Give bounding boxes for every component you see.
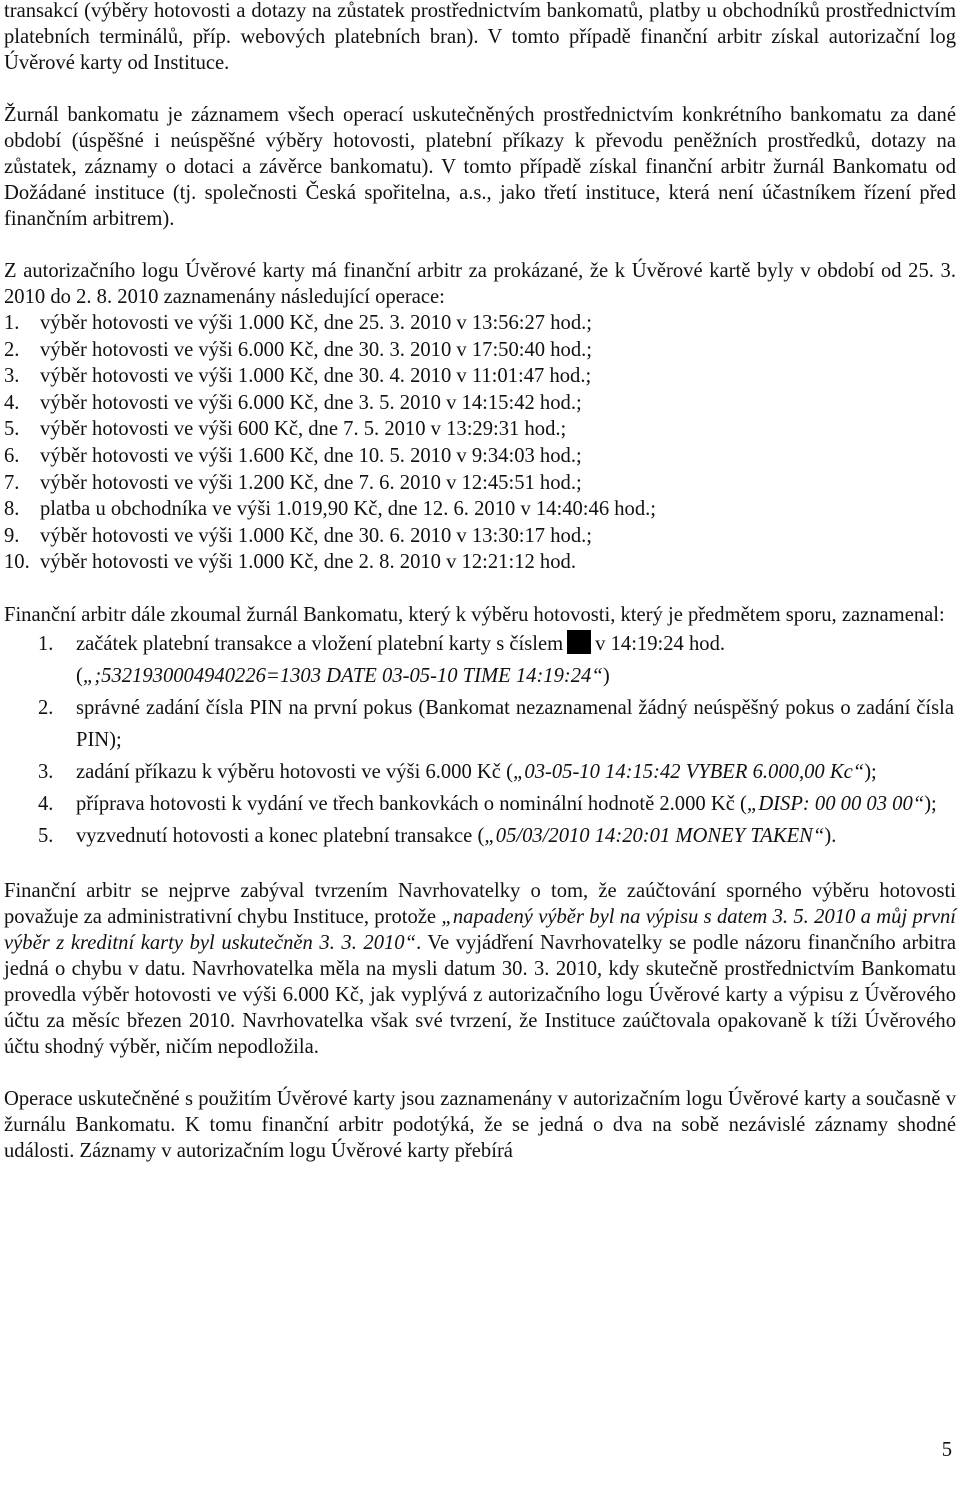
list-text: výběr hotovosti ve výši 6.000 Kč, dne 3. 5. 2010 v 14:15:42 hod.; xyxy=(40,391,582,414)
list-number: 6. xyxy=(4,444,20,467)
list-text: výběr hotovosti ve výši 6.000 Kč, dne 30. 3. 2010 v 17:50:40 hod.; xyxy=(40,338,592,361)
list-text: výběr hotovosti ve výši 600 Kč, dne 7. 5. 2010 v 13:29:31 hod.; xyxy=(40,418,567,441)
list-item: 5. vyzvednutí hotovosti a konec platební transakce („05/03/2010 14:20:01 MONEY TAKEN“). xyxy=(4,820,956,852)
intro-paragraph xyxy=(4,0,956,76)
redaction-block xyxy=(567,630,591,654)
list-item xyxy=(4,523,956,550)
operations-list xyxy=(4,310,956,576)
list-number: 3. xyxy=(4,365,20,388)
step-3-record: „03-05-10 14:15:42 VYBER 6.000,00 Kc“ xyxy=(512,760,865,783)
list-text: výběr hotovosti ve výši 1.200 Kč, dne 7. 6. 2010 v 12:45:51 hod.; xyxy=(40,471,582,494)
arbiter-paragraph: Finanční arbitr se nejprve zabýval tvrzením Navrhovatelky o tom, že zaúčtování sporného výběru hotovosti považuje za administrativní chybu Instituce, protože „napadený výběr byl na výpisu s datem 3. 5. 2010 a můj první výběr z kreditní karty byl uskutečněn 3. 3. 2010“. Ve vyjádření Navrhovatelky se podle názoru finančního arbitra jedná o chybu v datu. Navrhovatelka měla na mysli datum 30. 3. 2010, kdy skutečně prostřednictvím Bankomatu provedla výběr hotovosti ve výši 6.000 Kč, jak vyplývá z autorizačního logu Úvěrové karty a výpisu z Úvěrového účtu za měsíc březen 2010. Navrhovatelka však své tvrzení, že Instituce zaúčtovala opakovaně k tíži Úvěrového účtu shodný výběr, ničím nepodložila. xyxy=(4,879,956,1058)
list-item xyxy=(4,443,956,470)
list-item: 4. příprava hotovosti k vydání ve třech bankovkách o nominální hodnotě 2.000 Kč („DISP: 00 00 03 00“); xyxy=(4,788,956,820)
journal-intro-paragraph: Finanční arbitr dále zkoumal žurnál Bankomatu, který k výběru hotovosti, který je předmětem sporu, zaznamenal: xyxy=(4,603,945,626)
list-item xyxy=(4,390,956,417)
intro-line-3: případě finanční arbitr získal autorizační log Úvěrové karty od Instituce. xyxy=(4,26,956,74)
step-1-record: „;5321930004940226=1303 DATE 03-05-10 TIME 14:19:24“ xyxy=(82,664,603,687)
list-number: 1. xyxy=(38,632,54,655)
list-number: 5. xyxy=(4,418,20,441)
step-1-time: v 14:19:24 hod. xyxy=(595,632,726,655)
step-4-text: příprava hotovosti k vydání ve třech bankovkách o nominální hodnotě 2.000 Kč ( xyxy=(76,792,747,815)
list-item xyxy=(4,416,956,443)
list-item xyxy=(4,549,956,576)
list-item: 3. zadání příkazu k výběru hotovosti ve výši 6.000 Kč („03-05-10 14:15:42 VYBER 6.000,00 Kc“); xyxy=(4,756,956,788)
list-number: 10. xyxy=(4,551,30,574)
quoted-statement: „napadený výběr byl na výpisu s datem 3. 5. 2010 a můj první výběr z kreditní karty byl uskutečněn 3. 3. 2010“ xyxy=(4,905,956,954)
list-text: výběr hotovosti ve výši 1.600 Kč, dne 10. 5. 2010 v 9:34:03 hod.; xyxy=(40,444,582,467)
intro-line-1: transakcí (výběry hotovosti a dotazy na zůstatek prostřednictvím bankomatů, platby xyxy=(4,0,701,22)
list-text: výběr hotovosti ve výši 1.000 Kč, dne 30. 6. 2010 v 13:30:17 hod.; xyxy=(40,524,592,547)
page-number: 5 xyxy=(941,1439,952,1461)
intro-line-2: u obchodníků prostřednictvím platebních terminálů, příp. webových platebních bran). V tomto xyxy=(4,0,956,48)
step-4-record: „DISP: 00 00 03 00“ xyxy=(746,792,925,815)
list-item xyxy=(4,496,956,523)
list-text: výběr hotovosti ve výši 1.000 Kč, dne 25. 3. 2010 v 13:56:27 hod.; xyxy=(40,312,592,334)
list-number: 7. xyxy=(4,471,20,494)
list-item: 1. začátek platební transakce a vložení platební karty s číslem v 14:19:24 hod. („;5321930004940226=1303 DATE 03-05-10 TIME 14:19:24“) xyxy=(4,628,956,692)
list-item xyxy=(4,337,956,364)
list-number: 1. xyxy=(4,312,20,334)
list-text: výběr hotovosti ve výši 1.000 Kč, dne 30. 4. 2010 v 11:01:47 hod.; xyxy=(40,365,592,388)
journal-paragraph: Žurnál bankomatu je záznamem všech operací uskutečněných prostřednictvím konkrétního bankomatu za dané období (úspěšné i neúspěšné výběry hotovosti, platební příkazy k převodu peněžních prostředků, dotazy na zůstatek, záznamy o dotaci a závěrce bankomatu). V tomto případě získal finanční arbitr žurnál Bankomatu od Dožádané instituce (tj. společnosti Česká spořitelna, a.s., jako třetí instituce, která není účastníkem řízení před finančním arbitrem). xyxy=(4,104,956,230)
step-5-record: „05/03/2010 14:20:01 MONEY TAKEN“ xyxy=(484,824,825,847)
list-number: 2. xyxy=(38,696,54,719)
list-item xyxy=(4,363,956,390)
list-number: 3. xyxy=(38,760,54,783)
step-2-text: správné zadání čísla PIN na první pokus (Bankomat nezaznamenal žádný neúspěšný pokus o zadání čísla PIN); xyxy=(76,696,954,751)
step-5-text: vyzvednutí hotovosti a konec platební transakce ( xyxy=(76,824,485,847)
list-number: 4. xyxy=(4,391,20,414)
list-text: platba u obchodníka ve výši 1.019,90 Kč, dne 12. 6. 2010 v 14:40:46 hod.; xyxy=(40,498,657,521)
list-item xyxy=(4,470,956,497)
list-number: 8. xyxy=(4,498,20,521)
list-item xyxy=(4,310,956,337)
list-text: výběr hotovosti ve výši 1.000 Kč, dne 2. 8. 2010 v 12:21:12 hod. xyxy=(40,551,576,574)
list-number: 5. xyxy=(38,824,54,847)
list-number: 4. xyxy=(38,792,54,815)
journal-steps-list xyxy=(4,628,956,852)
step-3-text: zadání příkazu k výběru hotovosti ve výši 6.000 Kč ( xyxy=(76,760,513,783)
operations-paragraph: Operace uskutečněné s použitím Úvěrové karty jsou zaznamenány v autorizačním logu Úvěrové karty a současně v žurnálu Bankomatu. K tomu finanční arbitr podotýká, že se jedná o dva na sobě nezávislé záznamy shodné události. Záznamy v autorizačním logu Úvěrové karty přebírá xyxy=(4,1087,956,1162)
list-number: 2. xyxy=(4,338,20,361)
list-number: 9. xyxy=(4,524,20,547)
step-1-text: začátek platební transakce a vložení platební karty s číslem xyxy=(76,632,564,655)
authlog-paragraph: Z autorizačního logu Úvěrové karty má finanční arbitr za prokázané, že k Úvěrové kartě byly v období od 25. 3. 2010 do 2. 8. 2010 zaznamenány následující operace: xyxy=(4,260,956,308)
list-item xyxy=(4,692,956,756)
